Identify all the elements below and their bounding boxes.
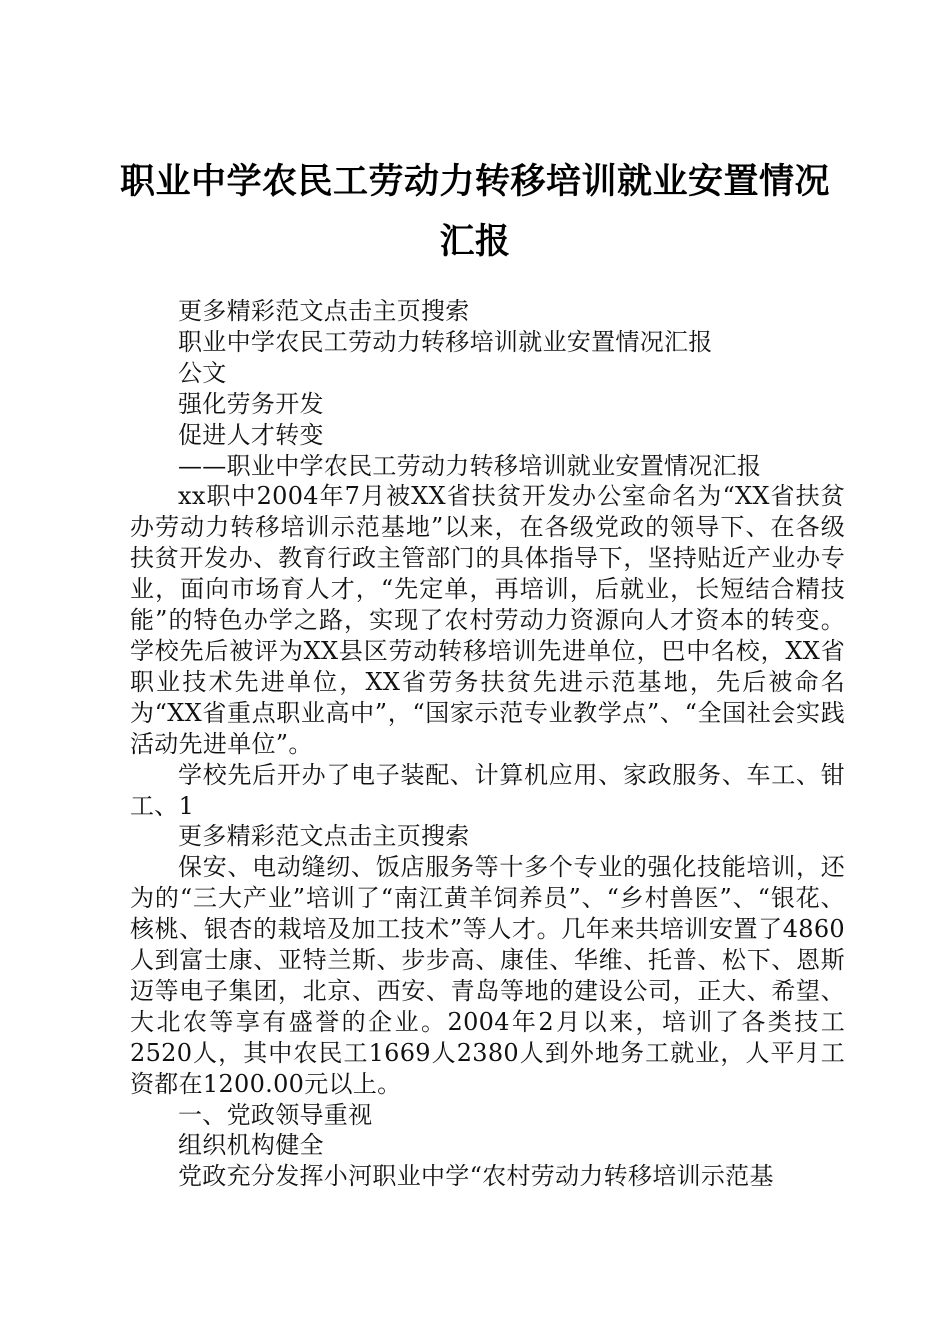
section-heading-1: 一、党政领导重视	[178, 1100, 373, 1129]
paragraph-training-results: 保安、电动缝纫、饭店服务等十多个专业的强化技能培训，还为的“三大产业”培训了“南江黄羊饲养员”、“乡村兽医”、“银花、核桃、银杏的栽培及加工技术”等人才。几年来共培训安置了4860人到富士康、亚特兰斯、步步高、康佳、华维、托普、松下、恩斯迈等电子集团，北京、西安、青岛等地的建设公司，正大、希望、大北农等享有盛誉的企业。2004年2月以来，培训了各类技工2520人，其中农民工1669人2380人到外地务工就业，人平月工资都在1200.00元以上。	[130, 853, 845, 1098]
section-subheading-1: 组织机构健全	[178, 1131, 324, 1160]
paragraph-heading-2: 促进人才转变	[178, 420, 324, 449]
paragraph-more-link-2: 更多精彩范文点击主页搜索	[178, 822, 470, 851]
paragraph-programs: 学校先后开办了电子装配、计算机应用、家政服务、车工、钳工、1	[130, 760, 845, 820]
paragraph-section-1-body: 党政充分发挥小河职业中学“农村劳动力转移培训示范基	[178, 1162, 774, 1191]
paragraph-category: 公文	[178, 358, 227, 387]
paragraph-doc-name: 职业中学农民工劳动力转移培训就业安置情况汇报	[178, 327, 713, 356]
document-title-line-2: 汇报	[439, 222, 511, 262]
paragraph-more-link: 更多精彩范文点击主页搜索	[178, 297, 470, 325]
document-title-line-1: 职业中学农民工劳动力转移培训就业安置情况	[119, 162, 830, 202]
paragraph-subtitle: ——职业中学农民工劳动力转移培训就业安置情况汇报	[178, 451, 762, 480]
paragraph-intro: xx职中2004年7月被XX省扶贫开发办公室命名为“XX省扶贫办劳动力转移培训示范基地”以来，在各级党政的领导下、在各级扶贫开发办、教育行政主管部门的具体指导下，坚持贴近产业办专业，面向市场育人才，“先定单，再培训，后就业，长短结合精技能”的特色办学之路，实现了农村劳动力资源向人才资本的转变。学校先后被评为XX县区劳动转移培训先进单位，巴中名校，XX省职业技术先进单位，XX省劳务扶贫先进示范基地，先后被命名为“XX省重点职业高中”，“国家示范专业教学点”、“全国社会实践活动先进单位”。	[130, 482, 845, 758]
paragraph-heading-1: 强化劳务开发	[178, 389, 324, 418]
document-body	[130, 296, 845, 1192]
